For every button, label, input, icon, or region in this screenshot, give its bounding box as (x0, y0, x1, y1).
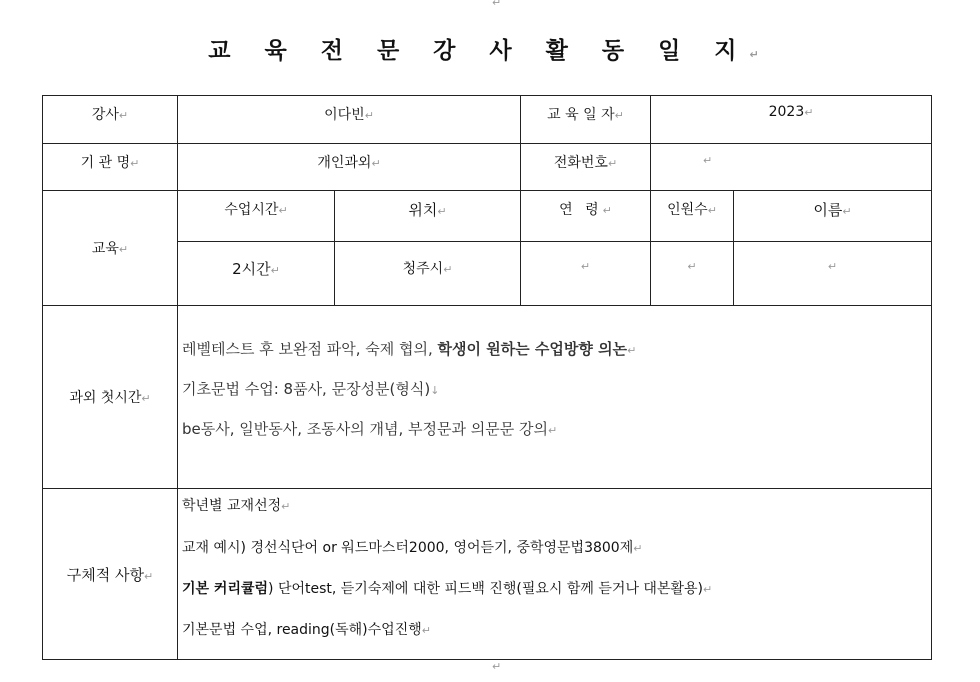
paragraph-mark: ↵ (364, 109, 374, 122)
first-lesson-content-cell[interactable] (178, 306, 932, 489)
instructor-label-cell (43, 96, 178, 144)
education-date-value-cell[interactable] (651, 96, 932, 144)
paragraph-mark: ↵ (371, 157, 381, 170)
education-date-label-cell (521, 96, 651, 144)
instructor-value: 이다빈 (324, 107, 365, 123)
details-label: 구체적 사항 (66, 565, 144, 584)
page-title (0, 32, 980, 65)
details-label-cell (43, 489, 178, 660)
line-break-mark: ↓ (430, 384, 440, 397)
paragraph-mark: ↵ (627, 344, 637, 357)
first-lesson-label: 과외 첫시간 (69, 390, 142, 406)
location-header: 위치 (408, 201, 438, 219)
education-label-cell (43, 191, 178, 306)
paragraph-mark: ↵ (842, 205, 852, 218)
paragraph-mark: ↵ (827, 260, 838, 273)
institution-value-cell[interactable] (178, 144, 521, 191)
phone-label-cell (521, 144, 651, 191)
details-line-4-text: 기본문법 수업, reading(독해)수업진행 (182, 622, 422, 638)
row-education-headers (43, 191, 932, 242)
details-content-cell[interactable] (178, 489, 932, 660)
institution-label-cell (43, 144, 178, 191)
paragraph-mark: ↵ (633, 542, 643, 555)
paragraph-mark: ↵ (443, 263, 453, 276)
details-line-3 (182, 578, 931, 619)
class-time-value: 2시간 (232, 260, 271, 278)
paragraph-mark: ↵ (130, 157, 140, 170)
paragraph-mark: ↵ (281, 500, 291, 513)
paragraph-mark: ↵ (614, 109, 624, 122)
name-header: 이름 (813, 201, 843, 219)
details-line-3-emphasis: 기본 커리큘럼 (182, 581, 269, 597)
first-lesson-line-3 (182, 418, 931, 458)
age-header: 연 령 (559, 202, 603, 218)
paragraph-mark: ↵ (141, 392, 151, 405)
class-time-value-cell[interactable] (178, 242, 335, 306)
location-value-cell[interactable] (335, 242, 521, 306)
paragraph-mark: ↵ (687, 260, 697, 273)
paragraph-mark: ↵ (278, 204, 288, 217)
first-lesson-line-1-emphasis: 학생이 원하는 수업방향 의논 (437, 340, 628, 358)
name-header-cell (734, 191, 932, 242)
row-details (43, 489, 932, 660)
paragraph-mark: ↵ (118, 243, 129, 256)
age-header-cell (521, 191, 651, 242)
location-header-cell (335, 191, 521, 242)
phone-label: 전화번호 (553, 155, 608, 171)
headcount-header: 인원수 (667, 202, 708, 218)
paragraph-mark-bottom: ↵ (492, 660, 502, 673)
first-lesson-line-2 (182, 378, 931, 418)
class-time-header: 수업시간 (224, 202, 279, 218)
location-value: 청주시 (402, 261, 444, 277)
row-instructor (43, 96, 932, 144)
paragraph-mark: ↵ (270, 264, 280, 277)
first-lesson-line-1 (182, 338, 931, 378)
paragraph-mark: ↵ (437, 205, 447, 218)
paragraph-mark: ↵ (602, 204, 612, 217)
details-line-3-text: ) 단어test, 듣기숙제에 대한 피드백 진행(필요시 함께 듣거나 대본활용) (268, 581, 703, 597)
phone-value-cell[interactable] (651, 144, 932, 191)
details-line-1 (182, 495, 931, 537)
title-text: 교 육 전 문 강 사 활 동 일 지 (208, 38, 750, 64)
instructor-value-cell[interactable] (178, 96, 521, 144)
headcount-value-cell[interactable] (651, 242, 734, 306)
first-lesson-label-cell (43, 306, 178, 489)
education-label: 교육 (91, 241, 119, 257)
details-line-4 (182, 619, 931, 655)
first-lesson-line-3-text: be동사, 일반동사, 조동사의 개념, 부정문과 의문문 강의 (182, 420, 548, 438)
institution-value: 개인과외 (317, 155, 372, 171)
paragraph-mark: ↵ (421, 624, 431, 637)
education-date-value: 2023 (768, 104, 805, 120)
details-line-1-text: 학년별 교재선정 (182, 498, 282, 514)
paragraph-mark: ↵ (703, 154, 713, 167)
paragraph-mark: ↵ (144, 569, 154, 583)
paragraph-mark: ↵ (707, 204, 717, 217)
first-lesson-line-2-text: 기초문법 수업: 8품사, 문장성분(형식) (182, 380, 431, 398)
instructor-label: 강사 (91, 107, 119, 123)
details-line-2-text: 교재 예시) 경선식단어 or 워드마스터2000, 영어듣기, 중학영문법3800제 (182, 540, 634, 556)
paragraph-mark: ↵ (607, 157, 618, 170)
activity-log-table (42, 95, 932, 660)
paragraph-mark-top: ↵ (492, 0, 502, 9)
institution-label: 기 관 명 (80, 155, 131, 171)
paragraph-mark: ↵ (118, 109, 129, 122)
paragraph-mark: ↵ (804, 106, 814, 119)
first-lesson-line-1-text: 레벨테스트 후 보완점 파악, 숙제 협의, (182, 340, 438, 358)
education-date-label: 교 육 일 자 (547, 107, 615, 123)
details-line-2 (182, 537, 931, 578)
class-time-header-cell (178, 191, 335, 242)
paragraph-mark: ↵ (702, 583, 713, 596)
row-institution (43, 144, 932, 191)
age-value-cell[interactable] (521, 242, 651, 306)
name-value-cell[interactable] (734, 242, 932, 306)
paragraph-mark: ↵ (547, 424, 558, 437)
row-first-lesson (43, 306, 932, 489)
paragraph-mark: ↵ (749, 48, 772, 61)
paragraph-mark: ↵ (580, 260, 591, 273)
headcount-header-cell (651, 191, 734, 242)
